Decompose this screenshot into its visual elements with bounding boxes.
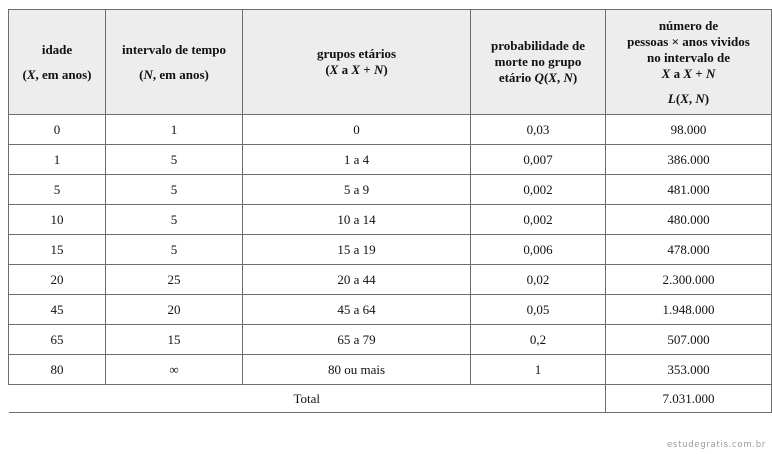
cell-grupo: 65 a 79	[243, 325, 471, 355]
total-label: Total	[9, 385, 606, 413]
header-grupos-line1: grupos etários	[316, 46, 397, 61]
cell-idade: 0	[9, 115, 106, 145]
cell-pessoas-anos: 480.000	[606, 205, 772, 235]
total-row	[9, 385, 772, 413]
cell-intervalo: 5	[106, 205, 243, 235]
cell-idade: 45	[9, 295, 106, 325]
cell-probabilidade: 0,05	[471, 295, 606, 325]
cell-grupo: 80 ou mais	[243, 355, 471, 385]
cell-pessoas-anos: 2.300.000	[606, 265, 772, 295]
cell-probabilidade: 0,006	[471, 235, 606, 265]
cell-grupo: 45 a 64	[243, 295, 471, 325]
cell-intervalo: 20	[106, 295, 243, 325]
header-idade	[9, 10, 106, 115]
cell-grupo: 0	[243, 115, 471, 145]
header-idade-line1: idade	[41, 41, 73, 57]
cell-probabilidade: 0,2	[471, 325, 606, 355]
header-intervalo-line2: (N, em anos)	[139, 66, 209, 82]
cell-probabilidade: 0,007	[471, 145, 606, 175]
table-row	[9, 115, 772, 145]
header-numero-line1: número de	[658, 17, 719, 33]
cell-grupo: 5 a 9	[243, 175, 471, 205]
header-intervalo-line1: intervalo de tempo	[122, 41, 226, 57]
header-grupos-line2: (X a X + N)	[325, 62, 388, 77]
header-prob-line3: etário Q(X, N)	[498, 70, 578, 85]
cell-grupo: 15 a 19	[243, 235, 471, 265]
cell-intervalo: 5	[106, 235, 243, 265]
cell-intervalo: 15	[106, 325, 243, 355]
cell-pessoas-anos: 353.000	[606, 355, 772, 385]
cell-grupo: 1 a 4	[243, 145, 471, 175]
life-table	[8, 9, 772, 413]
header-row	[9, 10, 772, 115]
total-value: 7.031.000	[606, 385, 772, 413]
cell-idade: 1	[9, 145, 106, 175]
cell-probabilidade: 1	[471, 355, 606, 385]
header-intervalo	[106, 10, 243, 115]
table-row	[9, 295, 772, 325]
cell-grupo: 10 a 14	[243, 205, 471, 235]
cell-intervalo: 5	[106, 145, 243, 175]
table-row	[9, 265, 772, 295]
cell-intervalo: 25	[106, 265, 243, 295]
cell-idade: 65	[9, 325, 106, 355]
header-probabilidade	[471, 10, 606, 115]
cell-pessoas-anos: 481.000	[606, 175, 772, 205]
table-row	[9, 235, 772, 265]
table-row	[9, 355, 772, 385]
table-row	[9, 325, 772, 355]
header-numero	[606, 10, 772, 115]
cell-idade: 10	[9, 205, 106, 235]
header-prob-line1: probabilidade de	[490, 38, 586, 53]
cell-pessoas-anos: 386.000	[606, 145, 772, 175]
cell-probabilidade: 0,002	[471, 205, 606, 235]
cell-intervalo: 1	[106, 115, 243, 145]
header-numero-line5: L(X, N)	[667, 90, 710, 106]
header-prob-line2: morte no grupo	[494, 54, 582, 69]
header-idade-line2: (X, em anos)	[22, 66, 92, 82]
table-body	[9, 115, 772, 413]
cell-idade: 5	[9, 175, 106, 205]
cell-intervalo: 5	[106, 175, 243, 205]
cell-pessoas-anos: 98.000	[606, 115, 772, 145]
table-row	[9, 205, 772, 235]
cell-probabilidade: 0,02	[471, 265, 606, 295]
cell-grupo: 20 a 44	[243, 265, 471, 295]
cell-pessoas-anos: 478.000	[606, 235, 772, 265]
table-row	[9, 175, 772, 205]
cell-pessoas-anos: 507.000	[606, 325, 772, 355]
cell-idade: 20	[9, 265, 106, 295]
cell-probabilidade: 0,03	[471, 115, 606, 145]
header-numero-line2: pessoas × anos vividos	[627, 33, 750, 49]
header-numero-line3: no intervalo de	[646, 49, 731, 65]
cell-intervalo: ∞	[106, 355, 243, 385]
cell-idade: 15	[9, 235, 106, 265]
header-numero-line4: X a X + N	[661, 65, 716, 81]
header-grupos	[243, 10, 471, 115]
cell-pessoas-anos: 1.948.000	[606, 295, 772, 325]
cell-probabilidade: 0,002	[471, 175, 606, 205]
table-row	[9, 145, 772, 175]
cell-idade: 80	[9, 355, 106, 385]
watermark: estudegratis.com.br	[667, 440, 766, 450]
